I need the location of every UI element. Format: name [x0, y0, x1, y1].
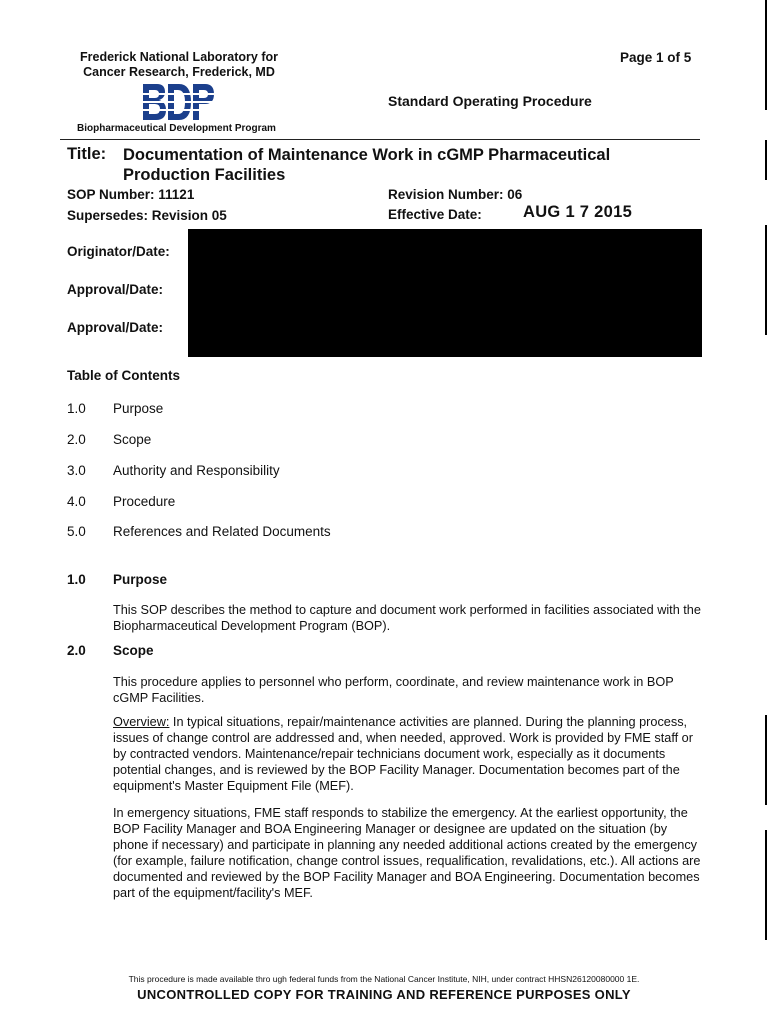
org-name-line1: Frederick National Laboratory for — [80, 50, 278, 64]
program-name: Biopharmaceutical Development Program — [77, 123, 276, 134]
toc-item-purpose: Purpose — [113, 401, 164, 416]
overview-label: Overview: — [113, 715, 170, 729]
toc-item-number: 2.0 — [67, 432, 86, 447]
toc-title: Table of Contents — [67, 368, 180, 383]
change-bar — [765, 225, 767, 335]
toc-item-scope: Scope — [113, 432, 152, 447]
approval-label-1: Approval/Date: — [67, 282, 164, 297]
change-bar — [765, 0, 767, 110]
section-title-scope: Scope — [113, 643, 154, 658]
supersedes: Supersedes: Revision 05 — [67, 208, 227, 223]
change-bar — [765, 715, 767, 805]
header-divider — [60, 139, 700, 140]
originator-label: Originator/Date: — [67, 244, 170, 259]
overview-text: In typical situations, repair/maintenance activities are planned. During the planning process, issues of change control are addressed and, when needed, approved. Work is provided by FME staff or by contracted vendors. Maintenance/repair technicians document work, especially as it documents potential changes, and is reviewed by the BOP Facility Manager. Documentation becomes part of the equipment's Master Equipment File (MEF). — [113, 715, 693, 793]
document-title: Documentation of Maintenance Work in cGMP Pharmaceutical Production Facilities — [123, 146, 611, 184]
toc-item-number: 1.0 — [67, 401, 86, 416]
bdp-logo-graphic — [141, 82, 215, 122]
section-number: 1.0 — [67, 572, 86, 587]
redaction-block — [188, 229, 702, 357]
emergency-paragraph: In emergency situations, FME staff responds to stabilize the emergency. At the earliest opportunity, the BOP Facility Manager and BOA Engineering Manager or designee are updated on the situation (by phone if necessary) and participate in planning any needed additional actions created by the emergency (for example, failure notification, change control issues, requalification, revalidations, etc.). All actions are documented and reviewed by the BOP Facility Manager and BOA Engineering. Documentation becomes part of the equipment/facility's MEF. — [113, 806, 701, 900]
effective-date-label: Effective Date: — [388, 207, 482, 222]
toc-item-procedure: Procedure — [113, 494, 176, 509]
section-number: 2.0 — [67, 643, 86, 658]
toc-item-number: 4.0 — [67, 494, 86, 509]
toc-item-number: 5.0 — [67, 524, 86, 539]
overview-paragraph — [113, 714, 703, 794]
toc-item-references: References and Related Documents — [113, 524, 331, 539]
funding-note: This procedure is made available thro ugh federal funds from the National Cancer Institute, NIH, under contract HHSN26120080000 1E. — [128, 974, 640, 984]
purpose-paragraph: This SOP describes the method to capture and document work performed in facilities associated with the Biopharmaceutical Development Program (BOP). — [113, 603, 701, 633]
change-bar — [765, 140, 767, 180]
uncontrolled-copy-banner: UNCONTROLLED COPY FOR TRAINING AND REFERENCE PURPOSES ONLY — [137, 987, 631, 1002]
toc-item-number: 3.0 — [67, 463, 86, 478]
sop-number: SOP Number: 11121 — [67, 187, 195, 202]
title-label: Title: — [67, 145, 107, 163]
page-number: Page 1 of 5 — [620, 50, 692, 65]
effective-date: AUG 1 7 2015 — [523, 203, 633, 221]
change-bar — [765, 830, 767, 940]
toc-item-authority: Authority and Responsibility — [113, 463, 280, 478]
section-title-purpose: Purpose — [113, 572, 168, 587]
document-type: Standard Operating Procedure — [388, 93, 592, 109]
org-name-line2: Cancer Research, Frederick, MD — [83, 65, 275, 79]
bdp-logo — [141, 82, 215, 122]
revision-number: Revision Number: 06 — [388, 187, 523, 202]
approval-label-2: Approval/Date: — [67, 320, 164, 335]
scope-paragraph: This procedure applies to personnel who perform, coordinate, and review maintenance work in BOP cGMP Facilities. — [113, 675, 674, 705]
